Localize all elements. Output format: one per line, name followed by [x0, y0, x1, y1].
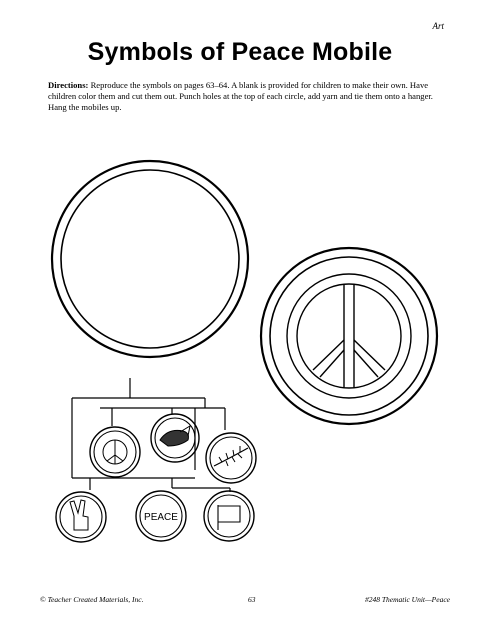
- flag-icon: [204, 491, 254, 541]
- v-sign-hand-icon: [56, 492, 106, 542]
- footer-unit-title: #248 Thematic Unit—Peace: [365, 595, 450, 604]
- peace-sign-icon: [261, 248, 437, 424]
- blank-circle-icon: [52, 161, 248, 357]
- subject-label: Art: [432, 21, 444, 31]
- dove-icon: [151, 414, 199, 462]
- peace-word-text: PEACE: [144, 512, 178, 523]
- olive-branch-icon: [206, 433, 256, 483]
- page-title: Symbols of Peace Mobile: [87, 38, 393, 66]
- page-footer: [40, 595, 450, 607]
- directions-lead: Directions:: [48, 80, 89, 90]
- small-peace-sign-icon: [90, 427, 140, 477]
- footer-page-number: 63: [248, 595, 256, 604]
- directions-text: Reproduce the symbols on pages 63–64. A blank is provided for children to make their own. Have children color them and cut them out. Punch holes at the top of each circle, add yarn and tie them onto a hanger. Hang the mobiles up.: [48, 80, 433, 113]
- footer-copyright: © Teacher Created Materials, Inc.: [40, 595, 144, 604]
